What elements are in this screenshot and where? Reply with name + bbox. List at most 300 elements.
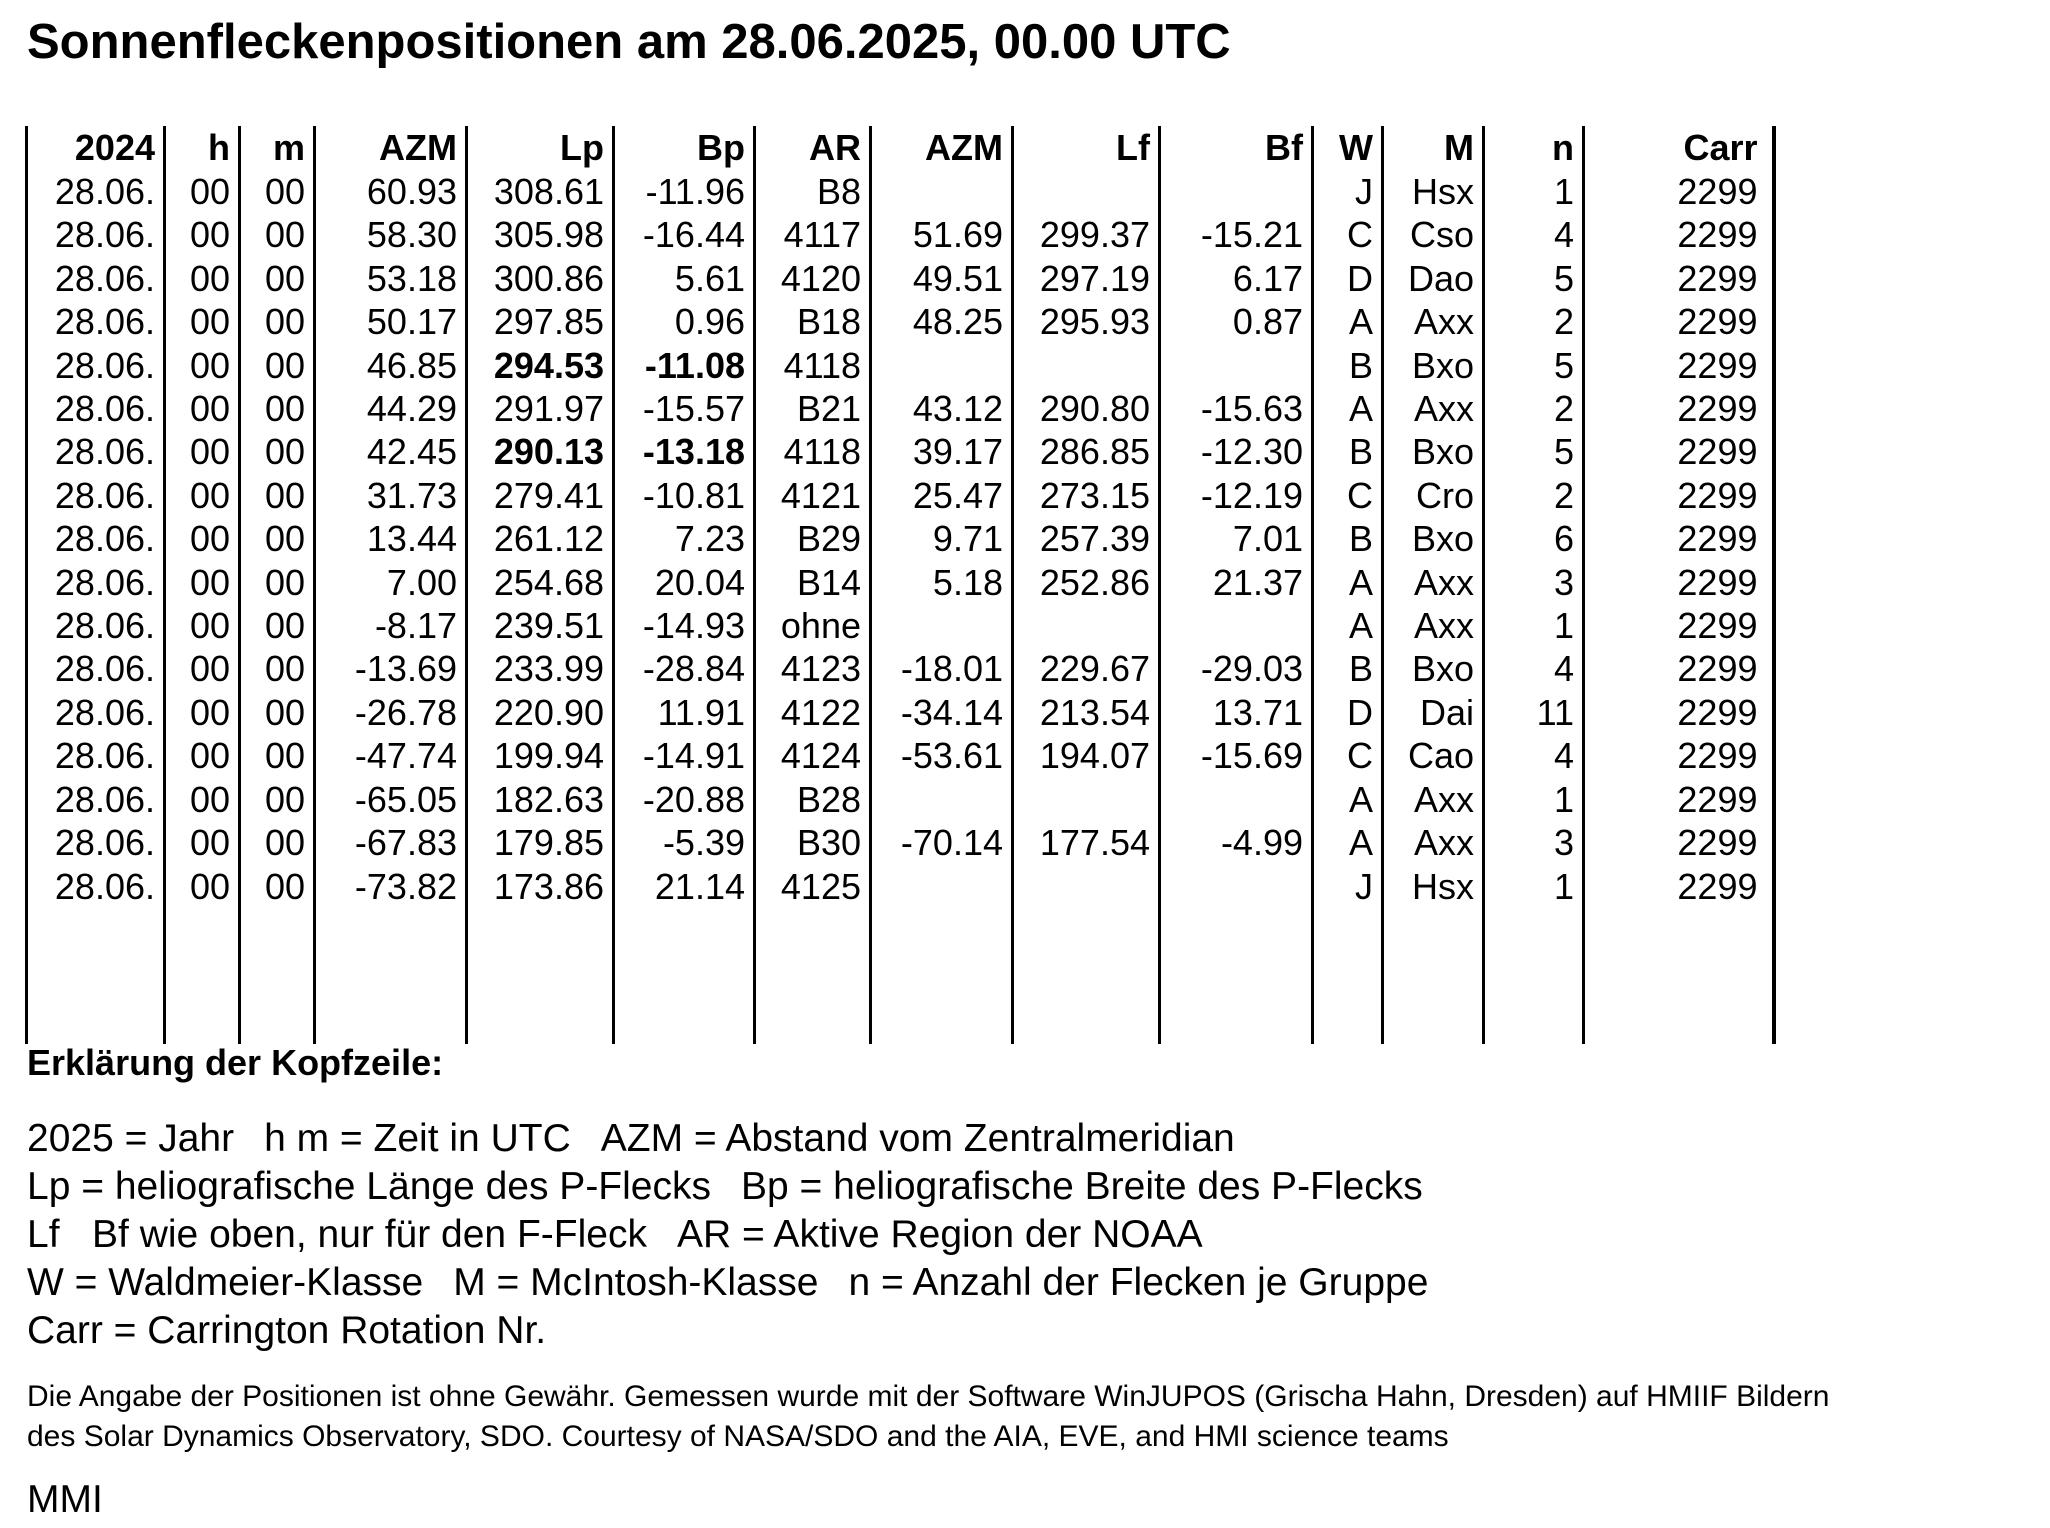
table-cell: A <box>1313 561 1383 604</box>
column-header: Bf <box>1160 126 1313 170</box>
table-cell: 9.71 <box>871 517 1013 560</box>
table-cell: 4 <box>1484 647 1584 690</box>
table-cell: 00 <box>240 865 315 908</box>
table-cell: 1 <box>1484 865 1584 908</box>
table-cell: 2299 <box>1584 344 1774 387</box>
table-cell: A <box>1313 604 1383 647</box>
table-cell: 00 <box>165 300 240 343</box>
table-cell: 4124 <box>755 734 871 777</box>
table-cell: 294.53 <box>467 344 614 387</box>
table-cell: Axx <box>1383 604 1484 647</box>
explanation-segment: Bp = heliografische Breite des P-Flecks <box>741 1165 1423 1208</box>
table-cell: D <box>1313 257 1383 300</box>
table-cell: ohne <box>755 604 871 647</box>
table-cell: 261.12 <box>467 517 614 560</box>
table-cell: 2299 <box>1584 865 1774 908</box>
explanation-segment: Lf Bf wie oben, nur für den F-Fleck <box>27 1213 647 1256</box>
table-cell <box>1383 908 1484 1044</box>
explanation-text <box>27 1115 1428 1355</box>
table-cell: 28.06. <box>27 170 165 213</box>
table-cell: 295.93 <box>1013 300 1160 343</box>
explanation-segment: Carr = Carrington Rotation Nr. <box>27 1309 547 1352</box>
table-cell: 28.06. <box>27 691 165 734</box>
table-cell: J <box>1313 170 1383 213</box>
table-cell: A <box>1313 387 1383 430</box>
table-cell: 254.68 <box>467 561 614 604</box>
table-cell: -11.08 <box>614 344 755 387</box>
table-cell: 2299 <box>1584 734 1774 777</box>
table-header-row <box>27 126 1774 170</box>
explanation-line <box>27 1307 1428 1355</box>
table-row <box>27 647 1774 690</box>
table-cell: -12.30 <box>1160 430 1313 473</box>
table-cell: -18.01 <box>871 647 1013 690</box>
table-cell: 2299 <box>1584 300 1774 343</box>
table-cell: 2299 <box>1584 430 1774 473</box>
table-cell <box>315 908 467 1044</box>
table-cell: 2299 <box>1584 561 1774 604</box>
table-cell <box>1013 344 1160 387</box>
table-cell: 20.04 <box>614 561 755 604</box>
table-cell: Cso <box>1383 213 1484 256</box>
column-header: 2024 <box>27 126 165 170</box>
table-cell: -14.91 <box>614 734 755 777</box>
table-cell: 5.18 <box>871 561 1013 604</box>
table-cell: 299.37 <box>1013 213 1160 256</box>
table-row <box>27 474 1774 517</box>
table-cell: 1 <box>1484 604 1584 647</box>
table-cell <box>240 908 315 1044</box>
table-cell: 00 <box>240 647 315 690</box>
table-cell: -15.69 <box>1160 734 1313 777</box>
table-row <box>27 734 1774 777</box>
table-cell: 2299 <box>1584 170 1774 213</box>
table-cell: 50.17 <box>315 300 467 343</box>
table-cell: 4122 <box>755 691 871 734</box>
table-cell: 28.06. <box>27 517 165 560</box>
table-cell: C <box>1313 474 1383 517</box>
table-cell: Axx <box>1383 821 1484 864</box>
table-cell: 4118 <box>755 344 871 387</box>
table-cell: 00 <box>165 257 240 300</box>
table-cell: 2299 <box>1584 213 1774 256</box>
table-cell: 28.06. <box>27 734 165 777</box>
table-cell: Axx <box>1383 778 1484 821</box>
table-cell: 1 <box>1484 778 1584 821</box>
table-cell: 11.91 <box>614 691 755 734</box>
table-cell: 48.25 <box>871 300 1013 343</box>
table-cell <box>1584 908 1774 1044</box>
table-row <box>27 170 1774 213</box>
table-cell: 31.73 <box>315 474 467 517</box>
table-cell: -15.21 <box>1160 213 1313 256</box>
table-cell: 00 <box>240 604 315 647</box>
table-row <box>27 561 1774 604</box>
table-cell: Hsx <box>1383 170 1484 213</box>
table-cell: 239.51 <box>467 604 614 647</box>
table-cell <box>165 908 240 1044</box>
table-cell: 00 <box>165 517 240 560</box>
table-cell: 2299 <box>1584 778 1774 821</box>
explanation-segment: 2025 = Jahr <box>27 1117 235 1160</box>
table-cell: -28.84 <box>614 647 755 690</box>
table-cell <box>467 908 614 1044</box>
table-row <box>27 821 1774 864</box>
table-cell <box>1160 344 1313 387</box>
table-cell: 4123 <box>755 647 871 690</box>
table-cell <box>871 865 1013 908</box>
column-header: AR <box>755 126 871 170</box>
table-cell: -47.74 <box>315 734 467 777</box>
column-header: Lf <box>1013 126 1160 170</box>
table-cell: 00 <box>165 647 240 690</box>
table-cell: -26.78 <box>315 691 467 734</box>
table-cell: 00 <box>165 344 240 387</box>
table-cell <box>1160 778 1313 821</box>
table-cell: 5 <box>1484 430 1584 473</box>
table-cell: 4 <box>1484 734 1584 777</box>
table-cell: 28.06. <box>27 647 165 690</box>
table-cell: 2 <box>1484 300 1584 343</box>
table-cell: 213.54 <box>1013 691 1160 734</box>
table-cell: 21.37 <box>1160 561 1313 604</box>
table-cell: 4118 <box>755 430 871 473</box>
table-cell <box>1013 908 1160 1044</box>
table-cell: 220.90 <box>467 691 614 734</box>
table-cell: 7.01 <box>1160 517 1313 560</box>
explanation-line <box>27 1163 1428 1211</box>
table-cell: 2 <box>1484 387 1584 430</box>
table-cell: 00 <box>240 561 315 604</box>
table-cell: Cro <box>1383 474 1484 517</box>
table-cell: 00 <box>240 734 315 777</box>
column-header: W <box>1313 126 1383 170</box>
table-cell <box>1160 908 1313 1044</box>
table-cell: 00 <box>240 300 315 343</box>
table-cell: -5.39 <box>614 821 755 864</box>
table-cell: 46.85 <box>315 344 467 387</box>
table-cell: -65.05 <box>315 778 467 821</box>
table-cell: -13.18 <box>614 430 755 473</box>
table-cell: -20.88 <box>614 778 755 821</box>
page-title: Sonnenfleckenpositionen am 28.06.2025, 00.00 UTC <box>27 15 1231 69</box>
explanation-segment: AR = Aktive Region der NOAA <box>676 1213 1203 1256</box>
table-cell: 4120 <box>755 257 871 300</box>
table-cell: 00 <box>165 734 240 777</box>
table-cell <box>1013 865 1160 908</box>
table-cell: 4121 <box>755 474 871 517</box>
table-cell: 00 <box>165 561 240 604</box>
table-cell: 297.85 <box>467 300 614 343</box>
explanation-segment: M = McIntosh-Klasse <box>453 1261 819 1304</box>
table-cell: 00 <box>240 474 315 517</box>
explanation-segment: h m = Zeit in UTC <box>264 1117 571 1160</box>
table-cell: 28.06. <box>27 213 165 256</box>
table-cell: 11 <box>1484 691 1584 734</box>
disclaimer-line: Die Angabe der Positionen ist ohne Gewähr. Gemessen wurde mit der Software WinJUPOS (Grischa Hahn, Dresden) auf HMIIF Bildern <box>27 1380 1830 1413</box>
column-header: Bp <box>614 126 755 170</box>
table-body <box>27 170 1774 1044</box>
column-header: AZM <box>871 126 1013 170</box>
explanation-line <box>27 1115 1428 1163</box>
table-cell: -73.82 <box>315 865 467 908</box>
column-header: AZM <box>315 126 467 170</box>
table-cell: -70.14 <box>871 821 1013 864</box>
sunspot-table <box>25 126 1776 1044</box>
table-cell: 00 <box>240 213 315 256</box>
table-row <box>27 387 1774 430</box>
table-cell: 5 <box>1484 344 1584 387</box>
table-cell <box>614 908 755 1044</box>
table-filler-row <box>27 908 1774 1044</box>
table-cell: 28.06. <box>27 300 165 343</box>
table-cell: B <box>1313 430 1383 473</box>
table-cell: 290.13 <box>467 430 614 473</box>
table-cell: 291.97 <box>467 387 614 430</box>
table-cell: J <box>1313 865 1383 908</box>
table-cell: Axx <box>1383 561 1484 604</box>
table-cell: 308.61 <box>467 170 614 213</box>
table-cell: 28.06. <box>27 430 165 473</box>
table-cell: 2299 <box>1584 821 1774 864</box>
table-cell: 00 <box>165 474 240 517</box>
table-cell: Dao <box>1383 257 1484 300</box>
table-cell: B <box>1313 647 1383 690</box>
table-cell: Bxo <box>1383 517 1484 560</box>
explanation-heading: Erklärung der Kopfzeile: <box>27 1042 444 1083</box>
table-cell: 51.69 <box>871 213 1013 256</box>
table-cell: 3 <box>1484 821 1584 864</box>
table-cell: 194.07 <box>1013 734 1160 777</box>
table-cell: C <box>1313 213 1383 256</box>
table-cell: 229.67 <box>1013 647 1160 690</box>
table-cell: 279.41 <box>467 474 614 517</box>
table-cell: 13.71 <box>1160 691 1313 734</box>
table-cell: 00 <box>240 387 315 430</box>
table-cell: 28.06. <box>27 387 165 430</box>
table-cell: A <box>1313 300 1383 343</box>
table-cell: Bxo <box>1383 647 1484 690</box>
explanation-segment: W = Waldmeier-Klasse <box>27 1261 424 1304</box>
table-cell: Dai <box>1383 691 1484 734</box>
table-cell: 286.85 <box>1013 430 1160 473</box>
table-cell: 53.18 <box>315 257 467 300</box>
table-cell: 3 <box>1484 561 1584 604</box>
disclaimer-text <box>27 1377 1829 1457</box>
column-header: n <box>1484 126 1584 170</box>
table-cell: 233.99 <box>467 647 614 690</box>
table-cell: -8.17 <box>315 604 467 647</box>
table-cell: 182.63 <box>467 778 614 821</box>
table-cell: 00 <box>165 691 240 734</box>
table-cell: B28 <box>755 778 871 821</box>
table-cell: 2299 <box>1584 257 1774 300</box>
explanation-segment: AZM = Abstand vom Zentralmeridian <box>600 1117 1235 1160</box>
table-cell: 28.06. <box>27 821 165 864</box>
table-cell <box>755 908 871 1044</box>
table-cell: A <box>1313 821 1383 864</box>
table-cell: 4125 <box>755 865 871 908</box>
table-cell <box>871 344 1013 387</box>
table-cell: Axx <box>1383 387 1484 430</box>
table-cell <box>1160 865 1313 908</box>
table-row <box>27 300 1774 343</box>
table-row <box>27 430 1774 473</box>
table-cell <box>1484 908 1584 1044</box>
table-cell: 179.85 <box>467 821 614 864</box>
table-cell: 00 <box>165 865 240 908</box>
table-cell: 2299 <box>1584 691 1774 734</box>
table-cell: 5.61 <box>614 257 755 300</box>
table-cell: 5 <box>1484 257 1584 300</box>
table-cell: -14.93 <box>614 604 755 647</box>
table-cell: 42.45 <box>315 430 467 473</box>
table-cell: 49.51 <box>871 257 1013 300</box>
table-cell: C <box>1313 734 1383 777</box>
table-cell <box>1013 778 1160 821</box>
table-cell: B14 <box>755 561 871 604</box>
table-cell: 21.14 <box>614 865 755 908</box>
table-cell: -29.03 <box>1160 647 1313 690</box>
table-cell: 28.06. <box>27 257 165 300</box>
table-cell <box>871 778 1013 821</box>
table-cell: 6 <box>1484 517 1584 560</box>
table-row <box>27 604 1774 647</box>
disclaimer-line: des Solar Dynamics Observatory, SDO. Courtesy of NASA/SDO and the AIA, EVE, and HMI science teams <box>27 1420 1449 1453</box>
table-cell: -4.99 <box>1160 821 1313 864</box>
table-row <box>27 865 1774 908</box>
explanation-segment: Lp = heliografische Länge des P-Flecks <box>27 1165 711 1208</box>
table-cell: B8 <box>755 170 871 213</box>
table-cell: 43.12 <box>871 387 1013 430</box>
table-cell: 00 <box>165 430 240 473</box>
signature: MMI <box>27 1478 103 1521</box>
table-cell: 00 <box>165 778 240 821</box>
table-cell: 257.39 <box>1013 517 1160 560</box>
table-cell: 290.80 <box>1013 387 1160 430</box>
table-cell: B29 <box>755 517 871 560</box>
table-cell: 2299 <box>1584 647 1774 690</box>
table-cell <box>1013 604 1160 647</box>
table-cell: 0.87 <box>1160 300 1313 343</box>
table-cell: B21 <box>755 387 871 430</box>
table-cell: Hsx <box>1383 865 1484 908</box>
table-cell: 273.15 <box>1013 474 1160 517</box>
table-cell: 1 <box>1484 170 1584 213</box>
table-cell: 00 <box>165 170 240 213</box>
table-cell: 00 <box>240 691 315 734</box>
table-cell: 28.06. <box>27 561 165 604</box>
table-cell: 28.06. <box>27 778 165 821</box>
table-cell <box>871 170 1013 213</box>
table-cell: -11.96 <box>614 170 755 213</box>
table-cell: 00 <box>240 430 315 473</box>
table-cell <box>1160 170 1313 213</box>
table-cell <box>27 908 165 1044</box>
table-cell: -10.81 <box>614 474 755 517</box>
table-cell: 28.06. <box>27 865 165 908</box>
table-cell: -67.83 <box>315 821 467 864</box>
table-cell: 00 <box>240 821 315 864</box>
table-cell: -13.69 <box>315 647 467 690</box>
explanation-segment: n = Anzahl der Flecken je Gruppe <box>848 1261 1429 1304</box>
table-cell: Bxo <box>1383 430 1484 473</box>
table-cell: B30 <box>755 821 871 864</box>
table-cell: 2 <box>1484 474 1584 517</box>
table-row <box>27 344 1774 387</box>
table-cell: Bxo <box>1383 344 1484 387</box>
table-cell: 00 <box>165 213 240 256</box>
table-cell: 00 <box>240 344 315 387</box>
table-cell: 173.86 <box>467 865 614 908</box>
table-cell: -12.19 <box>1160 474 1313 517</box>
table-cell <box>1313 908 1383 1044</box>
table-cell: 199.94 <box>467 734 614 777</box>
table-cell: 177.54 <box>1013 821 1160 864</box>
table-row <box>27 517 1774 560</box>
table-cell: B <box>1313 344 1383 387</box>
table-row <box>27 213 1774 256</box>
table-cell: 28.06. <box>27 604 165 647</box>
table-cell: 4117 <box>755 213 871 256</box>
table-cell: 00 <box>165 821 240 864</box>
table-cell: Axx <box>1383 300 1484 343</box>
table-cell: -34.14 <box>871 691 1013 734</box>
table-cell: 00 <box>240 517 315 560</box>
table-cell: 00 <box>240 778 315 821</box>
table-cell: 6.17 <box>1160 257 1313 300</box>
table-cell: 2299 <box>1584 517 1774 560</box>
table-cell: 28.06. <box>27 344 165 387</box>
table-cell: A <box>1313 778 1383 821</box>
column-header: Carr <box>1584 126 1774 170</box>
table-cell: 305.98 <box>467 213 614 256</box>
table-cell: 7.23 <box>614 517 755 560</box>
table-cell: 13.44 <box>315 517 467 560</box>
table-row <box>27 778 1774 821</box>
table-cell <box>871 908 1013 1044</box>
table-cell: 60.93 <box>315 170 467 213</box>
table-cell: B <box>1313 517 1383 560</box>
table-row <box>27 691 1774 734</box>
table-cell: D <box>1313 691 1383 734</box>
column-header: h <box>165 126 240 170</box>
table-row <box>27 257 1774 300</box>
table-cell: 00 <box>240 257 315 300</box>
table-cell: 297.19 <box>1013 257 1160 300</box>
explanation-line <box>27 1259 1428 1307</box>
table-cell: -16.44 <box>614 213 755 256</box>
table-cell: -15.63 <box>1160 387 1313 430</box>
table-cell <box>1160 604 1313 647</box>
table-cell: 252.86 <box>1013 561 1160 604</box>
table-cell: 00 <box>165 387 240 430</box>
table-cell: 25.47 <box>871 474 1013 517</box>
column-header: Lp <box>467 126 614 170</box>
table-cell: -53.61 <box>871 734 1013 777</box>
table-cell: 39.17 <box>871 430 1013 473</box>
table-cell <box>871 604 1013 647</box>
table-cell: Cao <box>1383 734 1484 777</box>
column-header: M <box>1383 126 1484 170</box>
table-cell: B18 <box>755 300 871 343</box>
table-cell: 00 <box>165 604 240 647</box>
table-cell: 2299 <box>1584 604 1774 647</box>
explanation-line <box>27 1211 1428 1259</box>
table-cell: 300.86 <box>467 257 614 300</box>
table-cell: 28.06. <box>27 474 165 517</box>
table-cell: 44.29 <box>315 387 467 430</box>
